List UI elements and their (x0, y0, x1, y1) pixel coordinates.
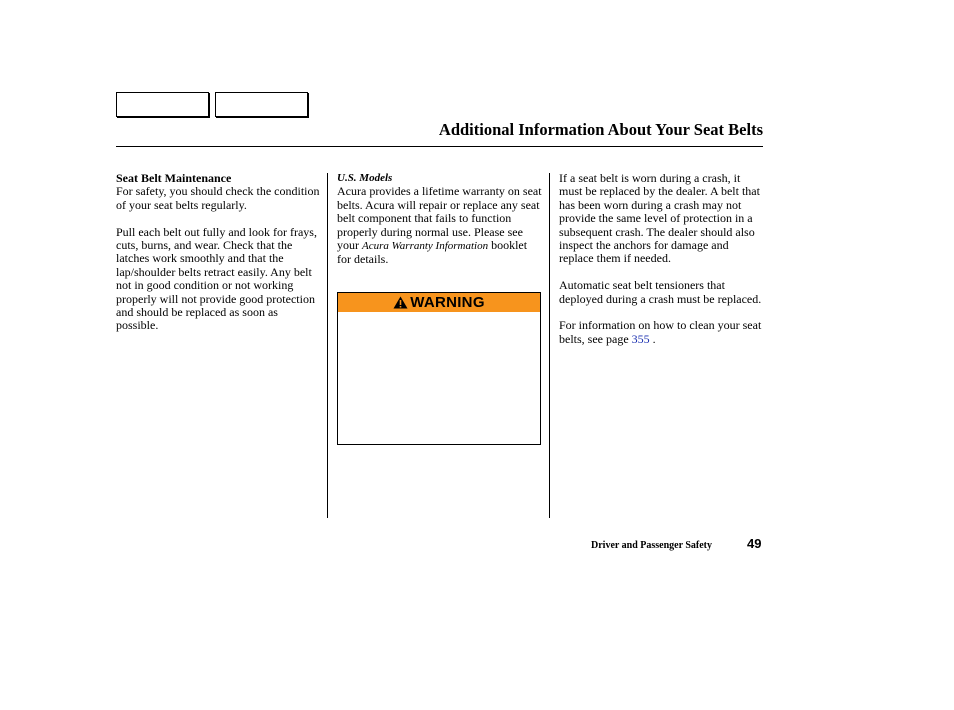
title-divider (116, 146, 763, 147)
column-warranty (337, 172, 542, 280)
paragraph-text: . (649, 331, 656, 346)
subheading: U.S. Models (337, 172, 393, 184)
paragraph-text: booklet for details. (337, 238, 528, 267)
warning-box (337, 292, 541, 445)
paragraph: If a seat belt is worn during a crash, it must be replaced by the dealer. A belt that has been worn during a crash may not provide the same level of protection in a subsequent crash. The dealer should also inspect the anchors for damage and replace them if needed. (559, 171, 760, 266)
booklet-title: Acura Warranty Information (362, 240, 489, 253)
page-link[interactable]: 355 (631, 331, 650, 346)
nav-button-previous[interactable] (116, 92, 209, 117)
warning-triangle-icon (393, 296, 408, 309)
warning-header (338, 293, 540, 312)
paragraph: For safety, you should check the condition of your seat belts regularly. (116, 184, 320, 212)
paragraph: Automatic seat belt tensioners that deployed during a crash must be replaced. (559, 278, 762, 306)
nav-button-next[interactable] (215, 92, 308, 117)
warning-label: WARNING (410, 294, 485, 311)
page-number: 49 (747, 536, 762, 551)
column-replacement (559, 172, 764, 360)
paragraph-text: Acura provides a lifetime warranty on seat belts. Acura will repair or replace any seat belt component that fails to function properly during normal use. Please see your (337, 184, 542, 253)
page-title: Additional Information About Your Seat Belts (438, 120, 763, 139)
footer-section-title: Driver and Passenger Safety (591, 540, 713, 551)
paragraph: Pull each belt out fully and look for frays, cuts, burns, and wear. Check that the latches work smoothly and that the lap/shoulder belts retract easily. Any belt not in good condition or not working properly will not provide good protection and should be replaced as soon as possible. (116, 224, 317, 333)
column-maintenance (116, 172, 322, 346)
section-heading: Seat Belt Maintenance (116, 171, 232, 185)
column-divider (327, 173, 328, 518)
paragraph-text: For information on how to clean your seat belts, see page (559, 318, 762, 346)
column-divider (549, 173, 550, 518)
